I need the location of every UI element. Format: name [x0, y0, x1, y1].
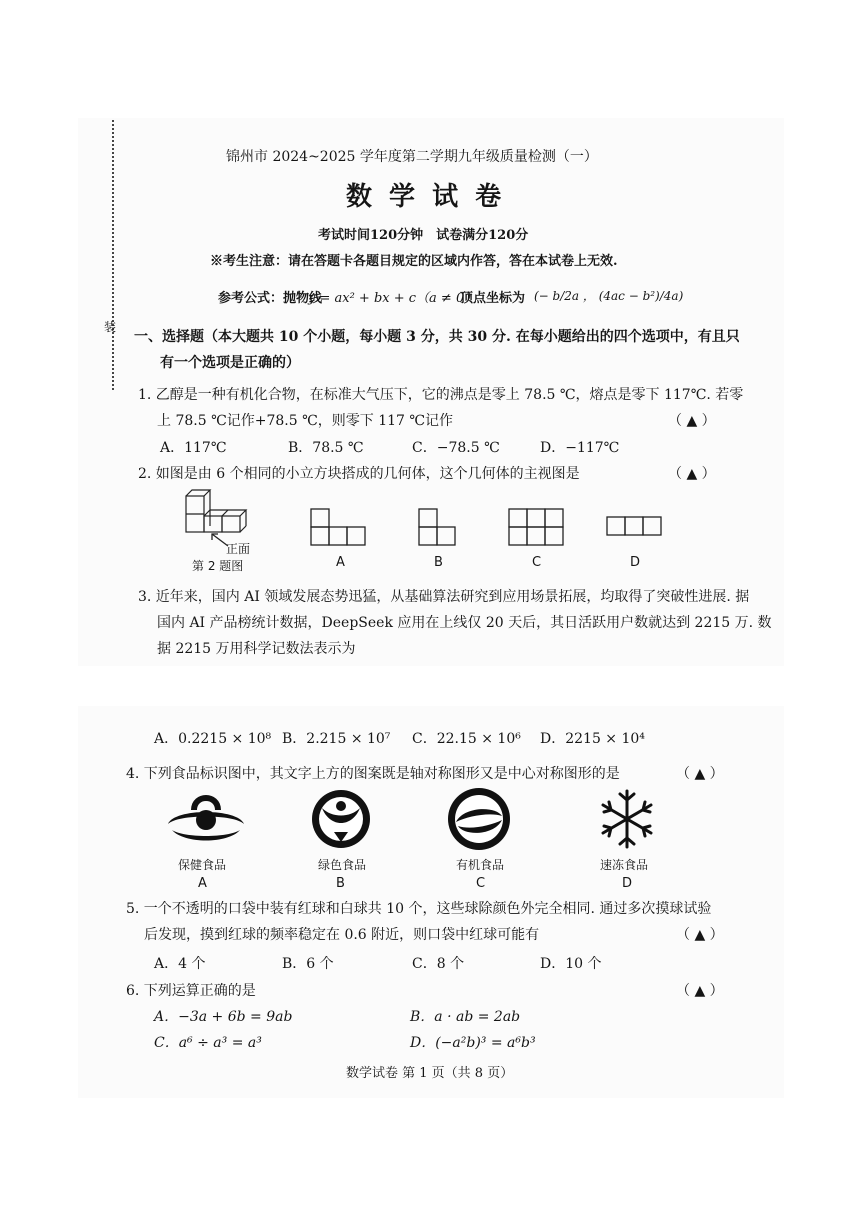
q6-option-c: C．a⁶ ÷ a³ = a³ [154, 1035, 262, 1051]
formula-mid: 顶点坐标为 [460, 291, 526, 306]
q5-text-cont: 后发现，摸到红球的频率稳定在 0.6 附近，则口袋中红球可能有 [144, 927, 540, 943]
q2-answer-mark: （ ▲ ） [668, 466, 716, 482]
q3-option-d: D．2215 × 10⁴ [540, 731, 645, 747]
q2-view-a [310, 508, 370, 548]
q3-text-cont: 国内 AI 产品榜统计数据，DeepSeek 应用在上线仅 20 天后，其日活跃用户数就达到 2215 万. 数 [157, 615, 772, 631]
q5-text: 5. 一个不透明的口袋中装有红球和白球共 10 个，这些球除颜色外完全相同. 通过多次摸球试验 [126, 901, 712, 917]
q3-text-cont2: 据 2215 万用科学记数法表示为 [157, 641, 356, 657]
q6-option-d: D．(−a²b)³ = a⁶b³ [410, 1035, 536, 1051]
green-food-logo [310, 788, 372, 850]
formula-prefix: 参考公式：抛物线 [218, 291, 323, 306]
snowflake-icon [596, 788, 658, 850]
q6-answer-mark: （ ▲ ） [676, 983, 724, 999]
q2-front-label: 正面 [226, 542, 251, 556]
health-food-logo [164, 790, 248, 846]
page-title: 数 学 试 卷 [346, 182, 506, 212]
q5-option-d: D．10 个 [540, 956, 602, 972]
q4-label-a: 保健食品 [178, 858, 227, 872]
q4-option-d: D [622, 876, 633, 891]
q2-option-c: C [532, 555, 542, 570]
q5-option-b: B．6 个 [282, 956, 334, 972]
q4-answer-mark: （ ▲ ） [676, 766, 724, 782]
q4-label-c: 有机食品 [456, 858, 505, 872]
binding-line [112, 120, 114, 390]
q3-option-c: C．22.15 × 10⁶ [412, 731, 521, 747]
q4-option-b: B [336, 876, 345, 891]
q6-option-b: B．a · ab = 2ab [410, 1009, 521, 1025]
q1-answer-mark: （ ▲ ） [668, 413, 716, 429]
q3-option-b: B．2.215 × 10⁷ [282, 731, 391, 747]
q2-text: 2. 如图是由 6 个相同的小立方块搭成的几何体，这个几何体的主视图是 [138, 466, 580, 482]
formula-vertex: (− b/2a ， (4ac − b²)/4a) [534, 289, 684, 303]
formula-expression: y = ax² + bx + c（a ≠ 0） [308, 291, 478, 306]
page-footer: 数学试卷 第 1 页（共 8 页） [346, 1066, 514, 1081]
q1-option-c: C．−78.5 ℃ [412, 440, 500, 456]
section-heading: 一、选择题（本大题共 10 个小题，每小题 3 分，共 30 分. 在每小题给出的四个选项中，有且只 [134, 329, 740, 345]
q4-label-b: 绿色食品 [318, 858, 367, 872]
organic-food-logo [446, 786, 512, 852]
q1-option-d: D．−117℃ [540, 440, 620, 456]
exam-subtitle: 锦州市 2024~2025 学年度第二学期九年级质量检测（一） [226, 149, 598, 165]
q3-option-a: A．0.2215 × 10⁸ [154, 731, 272, 747]
q2-option-d: D [630, 555, 641, 570]
q2-option-b: B [434, 555, 443, 570]
q4-option-c: C [476, 876, 486, 891]
binding-char: 装 [104, 320, 117, 334]
q1-text: 1. 乙醇是一种有机化合物，在标准大气压下，它的沸点是零上 78.5 ℃，熔点是零下 117℃. 若零 [138, 387, 744, 403]
exam-info: 考试时间120分钟 试卷满分120分 [318, 228, 529, 243]
q1-text-cont: 上 78.5 ℃记作+78.5 ℃，则零下 117 ℃记作 [157, 413, 454, 429]
q2-view-b [418, 508, 462, 548]
q5-answer-mark: （ ▲ ） [676, 927, 724, 943]
q3-text: 3. 近年来，国内 AI 领域发展态势迅猛，从基础算法研究到应用场景拓展，均取得了突破性进展. 据 [138, 589, 750, 605]
q2-view-c [508, 508, 568, 548]
q1-option-a: A．117℃ [160, 440, 227, 456]
q2-option-a: A [336, 555, 345, 570]
section-heading-cont: 有一个选项是正确的） [160, 355, 300, 371]
q4-text: 4. 下列食品标识图中，其文字上方的图案既是轴对称图形又是中心对称图形的是 [126, 766, 620, 782]
q5-option-c: C．8 个 [412, 956, 465, 972]
q4-label-d: 速冻食品 [600, 858, 649, 872]
q5-option-a: A．4 个 [154, 956, 206, 972]
exam-notice: ※考生注意：请在答题卡各题目规定的区域内作答，答在本试卷上无效. [210, 254, 618, 269]
q2-view-d [606, 516, 666, 540]
q2-figure-caption: 第 2 题图 [192, 559, 244, 573]
q1-option-b: B．78.5 ℃ [288, 440, 364, 456]
q6-text: 6. 下列运算正确的是 [126, 983, 256, 999]
q4-option-a: A [198, 876, 207, 891]
q6-option-a: A．−3a + 6b = 9ab [154, 1009, 293, 1025]
